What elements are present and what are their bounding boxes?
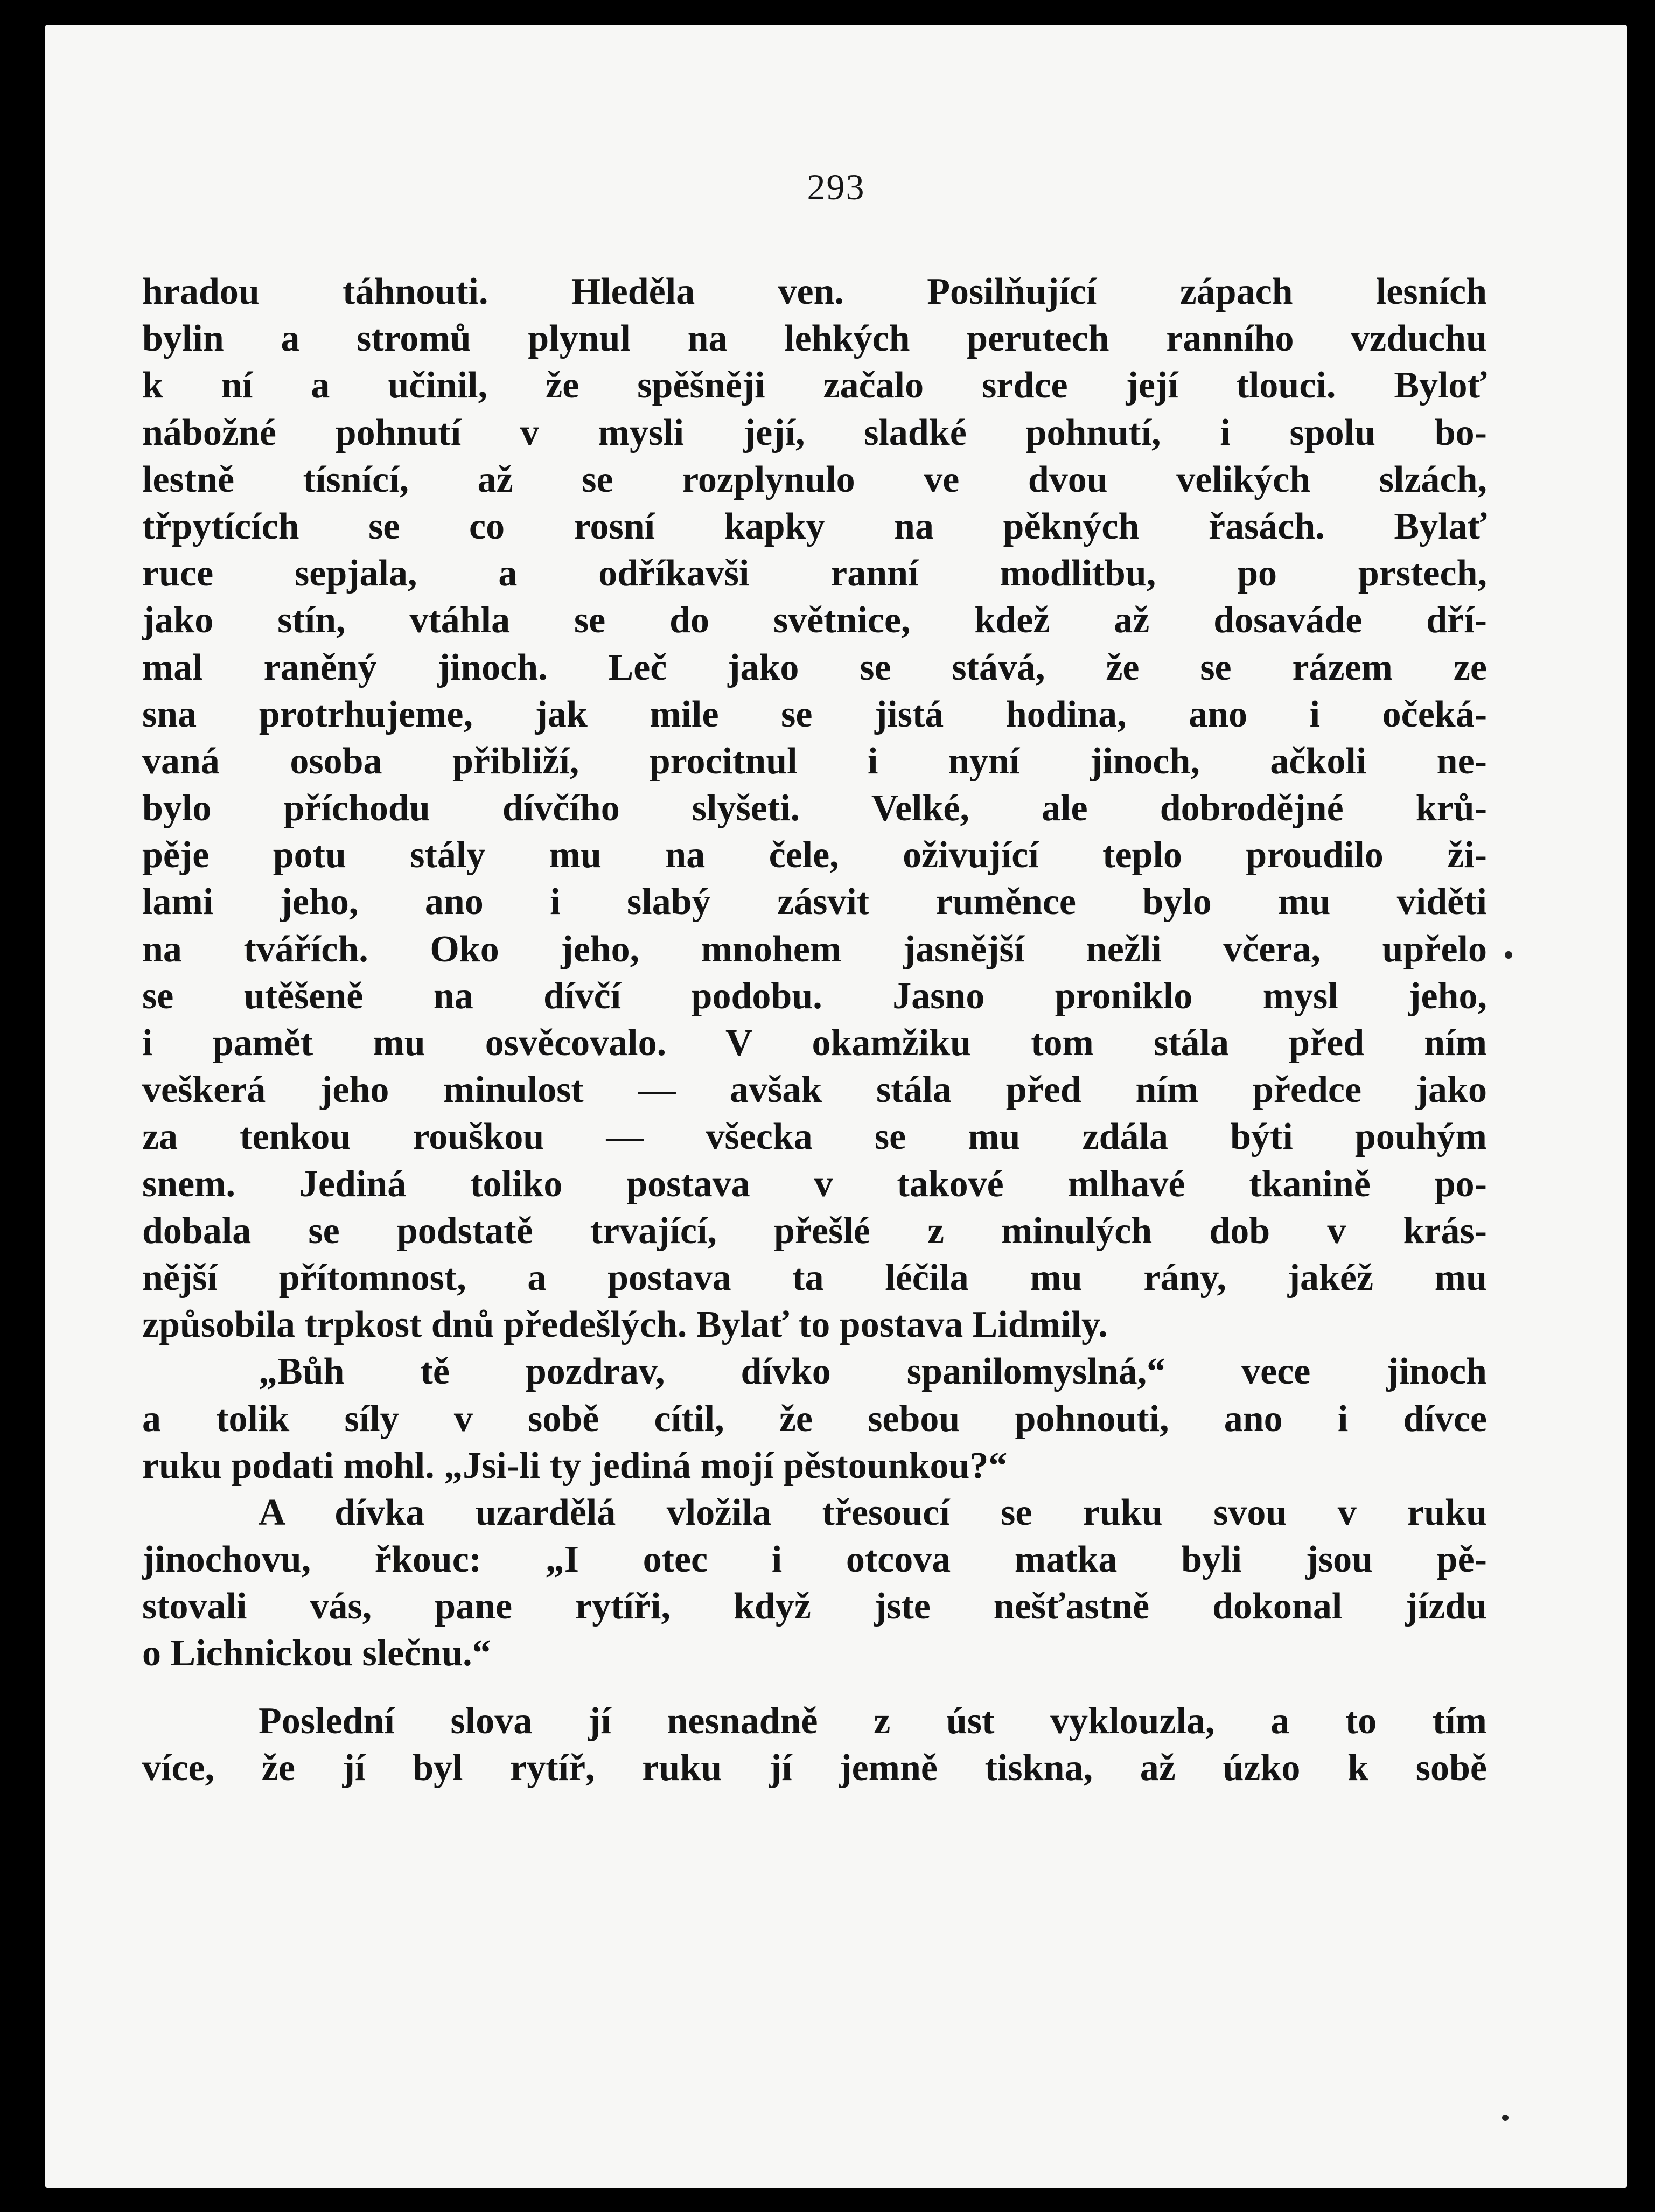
text-line: Poslední slova jí nesnadně z úst vyklouzla, a to tím <box>259 1700 1487 1742</box>
text-line: lestně tísnící, až se rozplynulo ve dvou velikých slzách, <box>142 458 1487 500</box>
body-text <box>142 268 1487 1791</box>
text-line: dobala se podstatě trvající, přešlé z minulých dob v krás- <box>142 1210 1487 1252</box>
text-line: snem. Jediná toliko postava v takové mlhavé tkanině po- <box>142 1163 1487 1205</box>
text-line: mal raněný jinoch. Leč jako se stává, že se rázem ze <box>142 646 1487 688</box>
text-line: i pamět mu osvěcovalo. V okamžiku tom stála před ním <box>142 1022 1487 1064</box>
text-line: pěje potu stály mu na čele, oživující teplo proudilo ži- <box>142 834 1487 876</box>
text-line: způsobila trpkost dnů předešlých. Bylať to postava Lidmily. <box>142 1304 1108 1346</box>
text-line: lami jeho, ano i slabý zásvit ruměnce bylo mu viděti <box>142 881 1487 923</box>
page-number: 293 <box>807 166 865 207</box>
text-line: a tolik síly v sobě cítil, že sebou pohnouti, ano i dívce <box>142 1398 1487 1440</box>
paper-speck <box>1502 2115 1509 2121</box>
text-line: nější přítomnost, a postava ta léčila mu rány, jakéž mu <box>142 1257 1487 1299</box>
text-line: bylin a stromů plynul na lehkých perutech ranního vzduchu <box>142 318 1487 360</box>
text-line: třpytících se co rosní kapky na pěkných řasách. Bylať <box>142 505 1487 547</box>
text-line: se utěšeně na dívčí podobu. Jasno proniklo mysl jeho, <box>142 975 1487 1017</box>
text-line: jako stín, vtáhla se do světnice, kdež až dosaváde dří- <box>142 599 1487 641</box>
text-line: jinochovu, řkouc: „I otec i otcova matka byli jsou pě- <box>142 1539 1487 1581</box>
text-line: sna protrhujeme, jak mile se jistá hodina, ano i očeká- <box>142 693 1487 735</box>
paragraph-gap <box>142 1677 1487 1698</box>
text-line: ruku podati mohl. „Jsi-li ty jediná mojí pěstounkou?“ <box>142 1445 1008 1487</box>
paper-speck <box>1505 951 1512 959</box>
text-line: veškerá jeho minulost — avšak stála před ním předce jako <box>142 1069 1487 1111</box>
text-line: o Lichnickou slečnu.“ <box>142 1632 491 1674</box>
text-line: hradou táhnouti. Hleděla ven. Posilňující zápach lesních <box>142 271 1487 312</box>
text-line: A dívka uzardělá vložila třesoucí se ruku svou v ruku <box>259 1491 1487 1533</box>
book-page <box>45 25 1627 2188</box>
text-line: k ní a učinil, že spěšněji začalo srdce její tlouci. Byloť <box>142 365 1487 407</box>
text-line: více, že jí byl rytíř, ruku jí jemně tiskna, až úzko k sobě <box>142 1747 1487 1789</box>
text-line: nábožné pohnutí v mysli její, sladké pohnutí, i spolu bo- <box>142 411 1487 453</box>
text-line: za tenkou rouškou — všecka se mu zdála býti pouhým <box>142 1116 1487 1158</box>
text-line: „Bůh tě pozdrav, dívko spanilomyslná,“ vece jinoch <box>259 1351 1487 1393</box>
text-line: na tvářích. Oko jeho, mnohem jasnější nežli včera, upřelo <box>142 928 1487 970</box>
text-line: bylo příchodu dívčího slyšeti. Velké, ale dobrodějné krů- <box>142 787 1487 829</box>
text-line: stovali vás, pane rytíři, když jste nešťastně dokonal jízdu <box>142 1586 1487 1628</box>
text-line: vaná osoba přibliží, procitnul i nyní jinoch, ačkoli ne- <box>142 740 1487 782</box>
text-line: ruce sepjala, a odříkavši ranní modlitbu, po prstech, <box>142 553 1487 595</box>
